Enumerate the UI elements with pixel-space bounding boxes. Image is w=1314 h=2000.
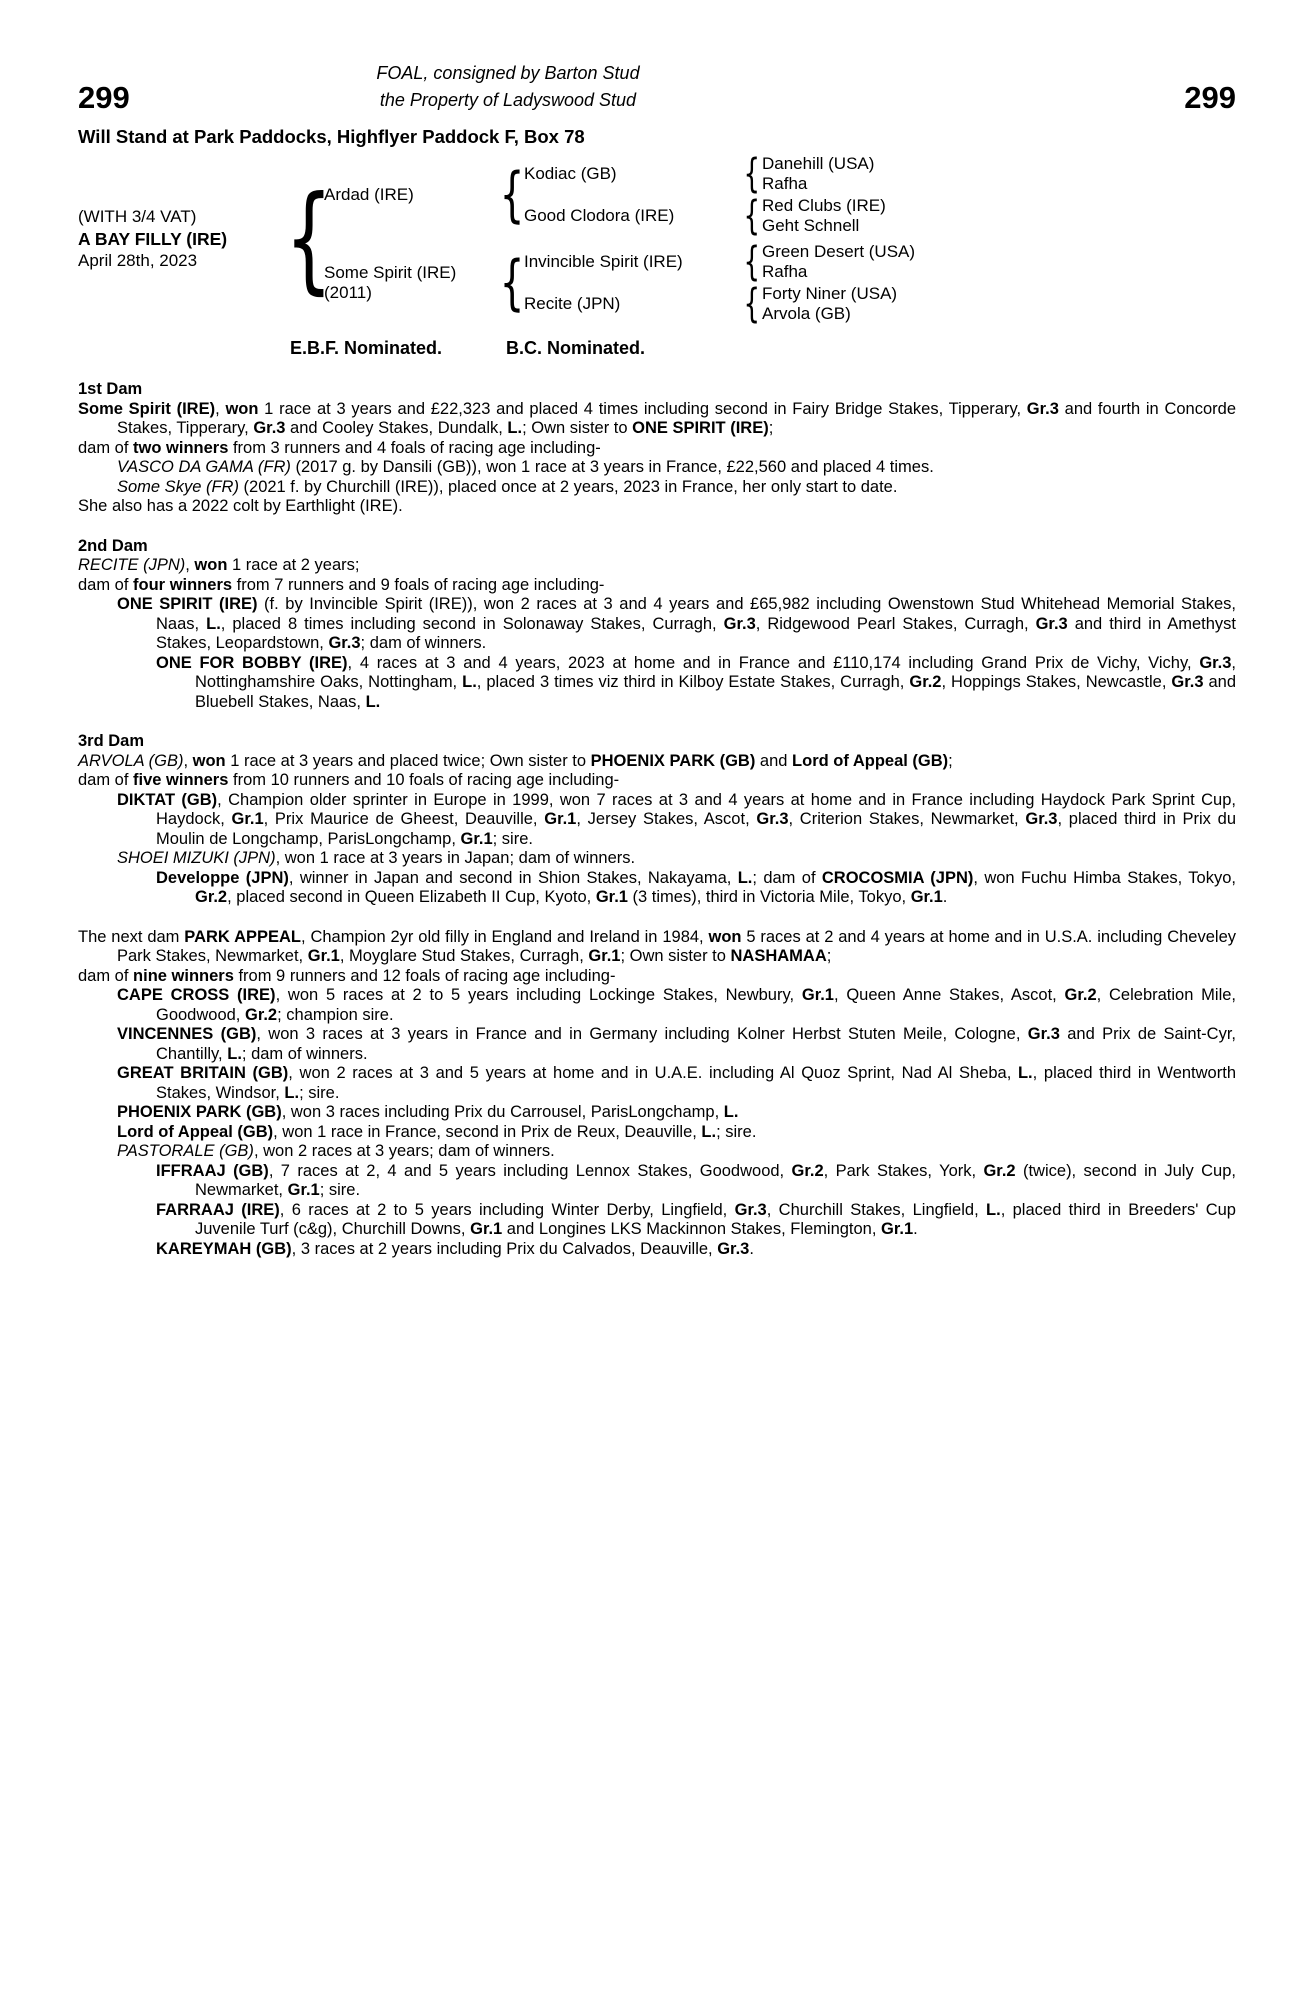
text-run: (2017 g. by Dansili (GB)), won 1 race at 3 years in France, £22,560 and placed 4 times. <box>290 458 934 476</box>
text-run: , Prix Maurice de Gheest, Deauville, <box>263 810 545 828</box>
text-run: , placed third in Wentworth Stakes, Windsor, <box>156 1064 1236 1102</box>
text-run: won <box>225 399 259 418</box>
text-run: from 9 runners and 12 foals of racing age including- <box>233 966 616 985</box>
text-run: , winner in Japan and second in Shion Stakes, Nakayama, <box>288 868 738 887</box>
pedigree-paragraph <box>78 595 1236 654</box>
text-run: , Churchill Stakes, Lingfield, <box>766 1200 987 1219</box>
text-run: four winners <box>133 575 233 594</box>
text-run: IFFRAAJ (GB) <box>156 1161 269 1180</box>
text-run: Gr.1 <box>544 810 577 828</box>
text-run: Gr.1 <box>801 986 834 1004</box>
text-run: , Moyglare Stud Stakes, Curragh, <box>339 947 589 965</box>
text-run: Gr.3 <box>1027 1025 1060 1043</box>
sire-branch <box>324 153 915 237</box>
pedigree-brace-small <box>742 294 762 314</box>
dam-sire-name: Invincible Spirit (IRE) <box>524 251 683 271</box>
text-run: Gr.3 <box>1199 653 1232 672</box>
bc-nomination: B.C. Nominated. <box>506 337 646 358</box>
text-run: Gr.1 <box>595 888 628 906</box>
text-run: , won 5 races at 2 to 5 years including Lockinge Stakes, Newbury, <box>275 986 802 1004</box>
text-run: . <box>942 888 948 906</box>
text-run: Gr.3 <box>1035 614 1068 633</box>
text-run: Gr.1 <box>470 1220 503 1238</box>
text-run: Gr.1 <box>307 947 340 965</box>
text-run: Gr.3 <box>756 810 789 828</box>
consignor-line: FOAL, consigned by Barton Stud <box>376 63 640 83</box>
pedigree-brace-main <box>294 229 324 249</box>
text-run: ; dam of winners. <box>241 1044 368 1063</box>
text-run: five winners <box>133 771 229 789</box>
text-run: , <box>183 751 193 770</box>
pedigree-paragraph <box>78 1025 1236 1064</box>
text-run: and Prix de Saint-Cyr, Chantilly, <box>156 1025 1236 1063</box>
text-run: Gr.3 <box>717 1239 750 1258</box>
text-run: . <box>913 1220 918 1238</box>
lot-number-left: 299 <box>78 80 130 115</box>
text-run: , won 1 race at 3 years in Japan; dam of winners. <box>275 849 636 867</box>
text-run: (3 times), third in Victoria Mile, Tokyo, <box>627 888 911 906</box>
text-run: and fourth in Concorde Stakes, Tipperary, <box>117 399 1236 437</box>
dam-sire-branch <box>524 242 915 282</box>
dam-dam-parents <box>762 284 897 324</box>
text-run: The next dam <box>78 927 185 946</box>
text-run: ; Own sister to <box>522 419 633 437</box>
text-run: ; sire. <box>716 1122 757 1141</box>
text-run: Gr.1 <box>460 829 493 848</box>
property-line: the Property of Ladyswood Stud <box>379 90 637 110</box>
text-run: L. <box>365 692 381 711</box>
text-run: two winners <box>133 438 229 457</box>
text-run: ; sire. <box>299 1083 340 1102</box>
text-run: Developpe (JPN) <box>156 868 289 887</box>
text-run: , <box>185 556 195 574</box>
pedigree-paragraph <box>78 400 1236 439</box>
text-run: 1 race at 3 years and £22,323 and placed 4 times including second in Fairy Bridge Stakes, Tipperary, <box>258 399 1027 418</box>
pedigree-brace-sire <box>500 185 524 205</box>
text-run: from 3 runners and 4 foals of racing age including- <box>228 438 601 457</box>
text-run: Gr.1 <box>881 1220 914 1238</box>
text-run: nine winners <box>133 966 234 985</box>
text-run: L. <box>227 1044 242 1063</box>
text-run: Some Spirit (IRE) <box>78 399 216 418</box>
text-run: L. <box>1017 1064 1033 1082</box>
dam-dam-name: Recite (JPN) <box>524 293 621 313</box>
text-run: dam of <box>78 966 134 985</box>
text-run: Gr.3 <box>328 634 361 652</box>
text-run: Gr.3 <box>1026 399 1059 418</box>
text-run: Gr.3 <box>723 614 756 633</box>
text-run: , Celebration Mile, Goodwood, <box>156 986 1237 1024</box>
text-run: Lord of Appeal (GB) <box>117 1122 274 1141</box>
text-run: Gr.1 <box>588 947 621 965</box>
pedigree-paragraph <box>78 576 1236 596</box>
sire-name: Ardad (IRE) <box>324 184 414 204</box>
ancestor-name: Rafha <box>762 173 808 193</box>
text-run: ONE SPIRIT (IRE) <box>632 419 769 437</box>
sire-dam-parents <box>762 196 886 236</box>
text-run: (2021 f. by Churchill (IRE)), placed once at 2 years, 2023 in France, her only start to date. <box>238 477 898 496</box>
pedigree-paragraph <box>78 771 1236 791</box>
pedigree-paragraph <box>78 1240 1236 1260</box>
lot-number-right: 299 <box>1184 80 1236 115</box>
dam-heading: 2nd Dam <box>78 536 148 555</box>
text-run: L. <box>284 1083 300 1102</box>
text-run: (twice), second in July Cup, Newmarket, <box>195 1161 1236 1199</box>
stand-location-line: Will Stand at Park Paddocks, Highflyer Paddock F, Box 78 <box>78 126 585 147</box>
subject-name: A BAY FILLY (IRE) <box>78 228 228 249</box>
ancestor-name: Danehill (USA) <box>762 153 875 173</box>
text-run: Gr.3 <box>253 419 286 437</box>
text-run: NASHAMAA <box>730 947 827 965</box>
text-run: ; sire. <box>492 829 533 848</box>
text-run: , 4 races at 3 and 4 years, 2023 at home and in France and £110,174 including Grand Prix de Vichy, Vichy, <box>347 653 1200 672</box>
text-run: , won 3 races including Prix du Carrousel, ParisLongchamp, <box>281 1103 724 1121</box>
pedigree-paragraph <box>78 478 1236 498</box>
text-run: PARK APPEAL <box>184 927 301 946</box>
pedigree-paragraph <box>78 654 1236 713</box>
text-run: and third in Amethyst Stakes, Leopardstown, <box>156 614 1237 652</box>
text-run: (f. by Invincible Spirit (IRE)), won 2 races at 3 and 4 years and £65,982 including Owenstown Stud Whitehead Memorial Stakes, Naas, <box>156 595 1236 633</box>
text-run: KAREYMAH (GB) <box>156 1239 292 1258</box>
text-run: , won Fuchu Himba Stakes, Tokyo, <box>973 868 1236 887</box>
text-run: FARRAAJ (IRE) <box>156 1200 280 1219</box>
text-run: ONE SPIRIT (IRE) <box>117 595 258 613</box>
pedigree-paragraph <box>78 791 1236 850</box>
text-run: PHOENIX PARK (GB) <box>117 1103 282 1121</box>
pedigree-paragraph <box>78 556 1236 576</box>
text-run: CROCOSMIA (JPN) <box>821 868 974 887</box>
text-run: RECITE (JPN) <box>78 556 186 574</box>
pedigree-paragraph <box>78 497 1236 517</box>
text-run: ; champion sire. <box>277 1005 394 1024</box>
text-run: L. <box>737 868 753 887</box>
nominations-line <box>78 339 1236 359</box>
text-run: VINCENNES (GB) <box>117 1025 257 1043</box>
ancestor-name: Arvola (GB) <box>762 303 851 323</box>
pedigree-brace-small <box>742 206 762 226</box>
pedigree-paragraph <box>78 1103 1236 1123</box>
dam-branch <box>324 241 915 325</box>
pedigree-paragraph <box>78 1162 1236 1201</box>
dam-heading: 3rd Dam <box>78 732 145 750</box>
pedigree-paragraph <box>78 752 1236 772</box>
text-run: L. <box>986 1200 1001 1219</box>
pedigree-paragraph <box>78 967 1236 987</box>
ebf-nomination: E.B.F. Nominated. <box>290 337 443 358</box>
text-run: , 3 races at 2 years including Prix du Calvados, Deauville, <box>291 1239 718 1258</box>
text-run: , Jersey Stakes, Ascot, <box>576 810 757 828</box>
text-run: Gr.1 <box>231 810 264 828</box>
text-run: Some Skye (FR) <box>117 477 239 496</box>
dam-year: (2011) <box>324 282 372 302</box>
text-run: L. <box>701 1122 717 1141</box>
text-run: Gr.2 <box>909 673 942 691</box>
text-run: L. <box>462 673 477 691</box>
vat-note: (WITH 3/4 VAT) <box>78 206 197 226</box>
dam-name-block <box>324 263 500 303</box>
text-run: ; dam of <box>752 868 822 887</box>
text-run: , Ridgewood Pearl Stakes, Curragh, <box>755 614 1036 633</box>
text-run: dam of <box>78 438 134 457</box>
text-run: , placed third in Breeders' Cup Juvenile Turf (c&g), Churchill Downs, <box>195 1200 1236 1238</box>
text-run: Gr.1 <box>910 888 943 906</box>
pedigree-paragraph <box>78 1201 1236 1240</box>
text-run: Lord of Appeal (GB) <box>792 751 949 770</box>
produce-sections <box>78 380 1236 1259</box>
dam-parents <box>524 241 915 325</box>
text-run: , Queen Anne Stakes, Ascot, <box>833 986 1065 1004</box>
pedigree-brace-small <box>742 252 762 272</box>
pedigree-paragraph <box>78 1142 1236 1162</box>
ancestor-name: Green Desert (USA) <box>762 241 916 261</box>
text-run: , Park Stakes, York, <box>823 1161 984 1180</box>
text-run: , 6 races at 2 to 5 years including Winter Derby, Lingfield, <box>279 1200 735 1219</box>
text-run: Gr.2 <box>1064 986 1097 1004</box>
text-run: , Nottinghamshire Oaks, Nottingham, <box>195 653 1237 691</box>
text-run: , Criterion Stakes, Newmarket, <box>788 810 1026 828</box>
text-run: Gr.2 <box>244 1005 278 1024</box>
text-run: She also has a 2022 colt by Earthlight (IRE). <box>78 497 403 515</box>
pedigree-paragraph <box>78 1064 1236 1103</box>
text-run: Gr.3 <box>734 1200 767 1219</box>
text-run: dam of <box>78 771 134 789</box>
text-run: L. <box>723 1103 739 1121</box>
dam-section <box>78 380 1236 517</box>
text-run: PHOENIX PARK (GB) <box>590 751 756 770</box>
sire-sire-branch <box>524 154 886 194</box>
sire-sire-parents <box>762 154 874 194</box>
ancestor-name: Geht Schnell <box>762 215 860 235</box>
text-run: , won 2 races at 3 years; dam of winners. <box>253 1142 555 1160</box>
text-run: , placed second in Queen Elizabeth II Cup, Kyoto, <box>227 888 596 906</box>
text-run: , Champion 2yr old filly in England and Ireland in 1984, <box>301 927 709 946</box>
text-run: won <box>192 751 226 770</box>
text-run: VASCO DA GAMA (FR) <box>117 458 291 476</box>
text-run: CAPE CROSS (IRE) <box>117 986 276 1004</box>
text-run: , won 1 race in France, second in Prix de Reux, Deauville, <box>273 1122 702 1141</box>
text-run: won <box>708 927 742 946</box>
text-run: ; <box>826 947 832 965</box>
header-center <box>78 60 938 114</box>
text-run: , placed third in Prix du Moulin de Longchamp, ParisLongchamp, <box>156 810 1237 848</box>
foal-date: April 28th, 2023 <box>78 250 198 270</box>
sire-sire-name: Kodiac (GB) <box>524 163 617 183</box>
pedigree-subject <box>78 207 294 271</box>
pedigree-paragraph <box>78 458 1236 478</box>
text-run: Gr.3 <box>1025 810 1058 828</box>
text-run: from 10 runners and 10 foals of racing age including- <box>228 771 620 789</box>
text-run: , Hoppings Stakes, Newcastle, <box>941 673 1172 691</box>
sire-parents <box>524 153 886 237</box>
dam-name: Some Spirit (IRE) <box>324 262 457 282</box>
text-run: L. <box>206 614 221 633</box>
text-run: Gr.2 <box>195 888 228 906</box>
pedigree-generation-1 <box>324 151 915 327</box>
ancestor-name: Rafha <box>762 261 808 281</box>
ancestor-name: Forty Niner (USA) <box>762 283 898 303</box>
text-run: , won 2 races at 3 and 5 years at home and in U.A.E. including Al Quoz Sprint, Nad Al Sheba, <box>288 1064 1018 1082</box>
text-run: Gr.2 <box>791 1161 824 1180</box>
text-run: ; dam of winners. <box>360 634 487 652</box>
sire-dam-name: Good Clodora (IRE) <box>524 205 675 225</box>
pedigree-chart <box>78 151 1236 327</box>
pedigree-paragraph <box>78 849 1236 869</box>
text-run: , won 3 races at 3 years in France and in Germany including Kolner Herbst Stuten Meile, Cologne, <box>256 1025 1028 1043</box>
dam-sire-parents <box>762 242 915 282</box>
text-run: . <box>749 1239 754 1258</box>
pedigree-paragraph <box>78 869 1236 908</box>
text-run: PASTORALE (GB) <box>117 1142 254 1160</box>
text-run: 1 race at 3 years and placed twice; Own sister to <box>225 751 591 770</box>
text-run: Gr.1 <box>287 1181 320 1199</box>
page-header <box>78 60 1236 114</box>
text-run: ; Own sister to <box>620 947 731 965</box>
text-run: ; <box>768 419 774 437</box>
text-run: and Bluebell Stakes, Naas, <box>195 673 1237 711</box>
text-run: , 7 races at 2, 4 and 5 years including Lennox Stakes, Goodwood, <box>268 1161 792 1180</box>
text-run: L. <box>507 419 523 437</box>
text-run: ; sire. <box>319 1181 361 1199</box>
text-run: ARVOLA (GB) <box>78 751 184 770</box>
text-run: , placed 8 times including second in Solonaway Stakes, Curragh, <box>220 614 724 633</box>
pedigree-paragraph <box>78 1123 1236 1143</box>
sire-dam-branch <box>524 196 886 236</box>
dam-heading: 1st Dam <box>78 380 143 398</box>
dam-dam-branch <box>524 284 915 324</box>
text-run: GREAT BRITAIN (GB) <box>117 1064 289 1082</box>
text-run: DIKTAT (GB) <box>117 790 218 809</box>
pedigree-paragraph <box>78 439 1236 459</box>
text-run: SHOEI MIZUKI (JPN) <box>117 849 276 867</box>
dam-section <box>78 537 1236 713</box>
text-run: 1 race at 2 years; <box>227 556 360 574</box>
dam-section <box>78 928 1236 1260</box>
text-run: and <box>755 751 793 770</box>
pedigree-paragraph <box>78 986 1236 1025</box>
text-run: , Champion older sprinter in Europe in 1999, won 7 races at 3 and 4 years at home and in France including Haydock Park Sprint Cup, Haydock, <box>156 790 1236 828</box>
text-run: 5 races at 2 and 4 years at home and in U.S.A. including Cheveley Park Stakes, Newmarket, <box>117 927 1236 965</box>
text-run: Gr.2 <box>983 1161 1016 1180</box>
text-run: dam of <box>78 575 134 594</box>
ancestor-name: Red Clubs (IRE) <box>762 195 886 215</box>
pedigree-brace-dam <box>500 273 524 293</box>
text-run: from 7 runners and 9 foals of racing age including- <box>232 575 605 594</box>
pedigree-paragraph <box>78 928 1236 967</box>
text-run: , placed 3 times viz third in Kilboy Estate Stakes, Curragh, <box>476 673 910 691</box>
text-run: won <box>194 556 228 574</box>
text-run: and Longines LKS Mackinnon Stakes, Flemington, <box>502 1220 882 1238</box>
text-run: ONE FOR BOBBY (IRE) <box>156 653 348 672</box>
text-run: Gr.3 <box>1171 673 1204 691</box>
text-run: ; <box>948 751 953 770</box>
text-run: , <box>215 399 226 418</box>
dam-section <box>78 732 1236 908</box>
pedigree-brace-small <box>742 164 762 184</box>
text-run: and Cooley Stakes, Dundalk, <box>285 419 508 437</box>
